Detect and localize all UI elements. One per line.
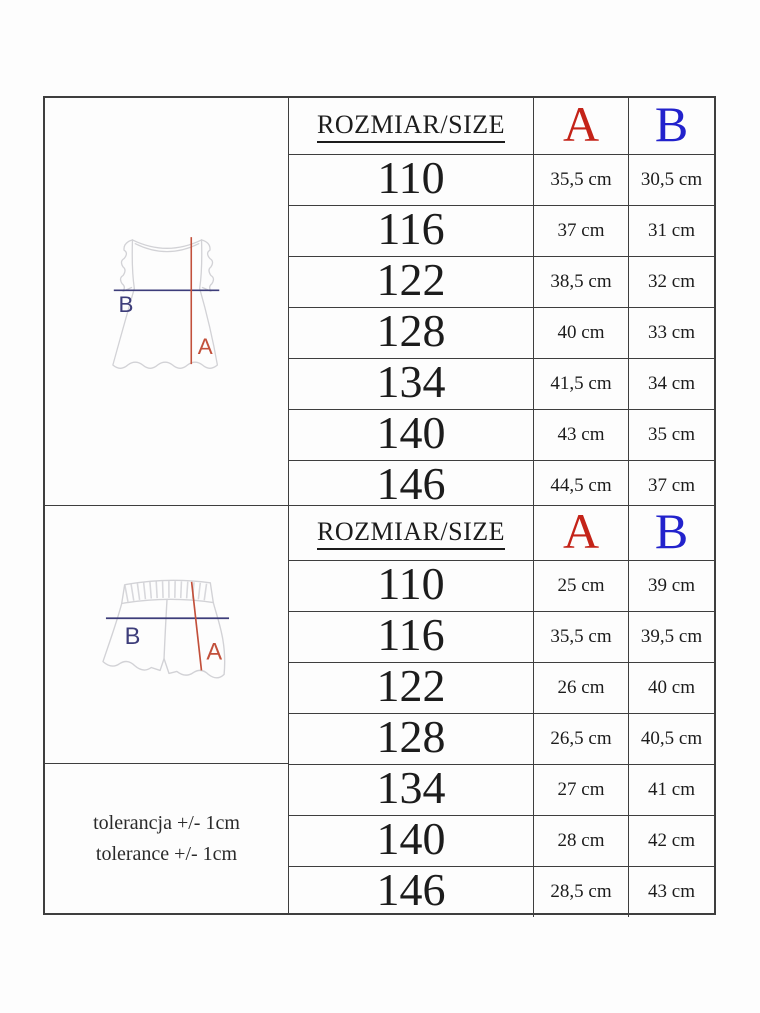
a-column-header: A <box>534 98 629 154</box>
measurement-b-cell: 41 cm <box>648 779 695 800</box>
measurement-a-cell: 44,5 cm <box>534 461 629 511</box>
table-row <box>289 203 714 257</box>
table-row <box>289 458 714 511</box>
size-cell: 116 <box>289 612 534 662</box>
measurement-a-cell: 35,5 cm <box>534 612 629 662</box>
size-cell: 146 <box>289 461 534 511</box>
size-chart-table <box>43 96 716 915</box>
measurement-a-cell: 37 cm <box>534 206 629 256</box>
size-cell: 128 <box>289 308 534 358</box>
tolerance-line-pl: tolerancja +/- 1cm <box>93 811 240 834</box>
table-row <box>289 407 714 461</box>
table-header-row <box>289 503 714 561</box>
table-row <box>289 305 714 359</box>
size-cell: 134 <box>289 765 534 815</box>
measurement-b-cell: 30,5 cm <box>640 169 703 190</box>
blouse-size-table <box>289 96 714 509</box>
size-column-header: ROZMIAR/SIZE <box>289 506 534 560</box>
size-cell: 128 <box>289 714 534 764</box>
measurement-a-cell: 28,5 cm <box>534 867 629 917</box>
b-column-header: B <box>654 96 689 152</box>
table-row <box>289 762 714 816</box>
measurement-b-cell: 42 cm <box>648 830 695 851</box>
illustration-column <box>45 98 289 913</box>
table-row <box>289 558 714 612</box>
table-header-row <box>289 98 714 155</box>
measurement-b-cell: 34 cm <box>648 373 695 394</box>
size-cell: 122 <box>289 257 534 307</box>
measurement-b-cell: 31 cm <box>648 220 695 241</box>
measurement-b-cell: 37 cm <box>648 475 695 496</box>
measurement-a-cell: 26 cm <box>534 663 629 713</box>
blouse-sketch-icon <box>97 223 237 381</box>
table-row <box>289 152 714 206</box>
table-row <box>289 609 714 663</box>
measurement-b-cell: 35 cm <box>648 424 695 445</box>
a-column-header: A <box>534 506 629 560</box>
measurement-b-cell: 40,5 cm <box>640 728 703 749</box>
measurement-a-cell: 43 cm <box>534 410 629 460</box>
blouse-b-label: B <box>117 291 133 317</box>
blouse-a-label: A <box>197 333 213 359</box>
measurement-b-cell: 39,5 cm <box>640 626 703 647</box>
measurement-a-cell: 41,5 cm <box>534 359 629 409</box>
shorts-b-label: B <box>124 623 140 650</box>
measurement-a-cell: 26,5 cm <box>534 714 629 764</box>
shorts-a-label: A <box>205 639 222 666</box>
size-cell: 140 <box>289 816 534 866</box>
size-cell: 110 <box>289 561 534 611</box>
shorts-size-table <box>289 503 714 917</box>
table-row <box>289 254 714 308</box>
size-column-header: ROZMIAR/SIZE <box>289 98 534 154</box>
shorts-sketch-icon <box>92 571 242 699</box>
size-cell: 134 <box>289 359 534 409</box>
measurement-b-cell: 32 cm <box>648 271 695 292</box>
measurement-a-cell: 28 cm <box>534 816 629 866</box>
size-cell: 146 <box>289 867 534 917</box>
tables-column <box>289 98 714 913</box>
size-cell: 116 <box>289 206 534 256</box>
measurement-a-cell: 25 cm <box>534 561 629 611</box>
size-cell: 110 <box>289 155 534 205</box>
tolerance-note <box>45 764 288 913</box>
measurement-b-cell: 39 cm <box>648 575 695 596</box>
b-column-header: B <box>654 503 689 559</box>
table-row <box>289 864 714 917</box>
measurement-a-cell: 27 cm <box>534 765 629 815</box>
table-row <box>289 356 714 410</box>
measurement-a-cell: 38,5 cm <box>534 257 629 307</box>
measurement-b-cell: 43 cm <box>648 881 695 902</box>
tolerance-line-en: tolerance +/- 1cm <box>95 842 238 865</box>
table-row <box>289 711 714 765</box>
table-row <box>289 813 714 867</box>
measurement-b-cell: 40 cm <box>648 677 695 698</box>
table-row <box>289 660 714 714</box>
size-cell: 122 <box>289 663 534 713</box>
measurement-a-cell: 40 cm <box>534 308 629 358</box>
measurement-a-cell: 35,5 cm <box>534 155 629 205</box>
size-cell: 140 <box>289 410 534 460</box>
measurement-b-cell: 33 cm <box>648 322 695 343</box>
blouse-sketch-cell <box>45 98 288 506</box>
shorts-sketch-cell <box>45 506 288 764</box>
